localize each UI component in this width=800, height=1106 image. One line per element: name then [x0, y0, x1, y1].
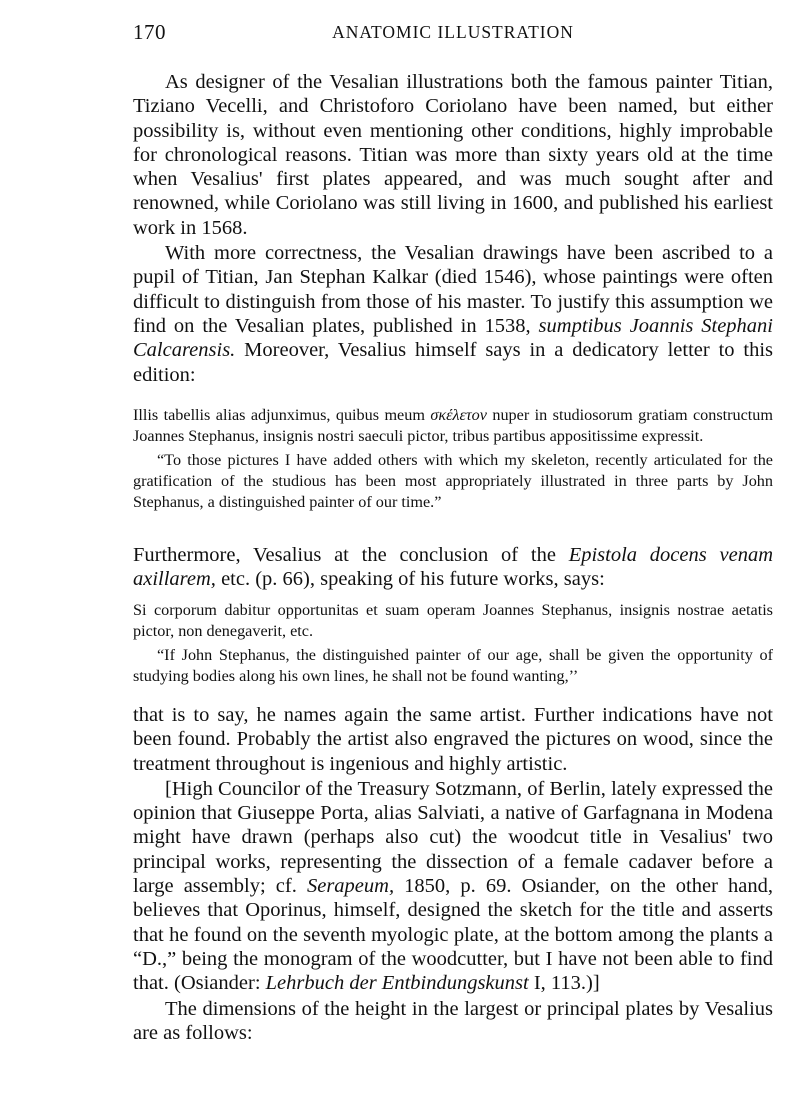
quote-block-1	[133, 405, 773, 513]
quote-block-2	[133, 600, 773, 687]
text-block-bottom	[133, 703, 773, 1045]
paragraph-dimensions: The dimensions of the height in the largest or principal plates by Vesalius are as follows:	[133, 997, 773, 1044]
latin-quote-2: Si corporum dabitur opportunitas et suam operam Joannes Stephanus, insignis nostrae aetatis pictor, non denegaverit, etc.	[133, 601, 773, 640]
latin-quote-1-a: Illis tabellis alias adjunximus, quibus meum	[133, 406, 431, 424]
text-block-middle	[133, 543, 773, 592]
paragraph-kalkar	[133, 241, 773, 387]
paragraph-kalkar-italic: sumptibus Joannis Stephani Calcarensis.	[133, 314, 774, 362]
paragraph-sotzmann-italic-2: Lehrbuch der Entbindungskunst	[265, 972, 529, 995]
translation-quote-2: “If John Stephanus, the distinguished painter of our age, shall be given the opportunity of studying bodies along his own lines, he shall not be found wanting,’’	[133, 646, 773, 685]
latin-quote-1-b: nuper in studiosorum gratiam constructum Joannes Stephanus, insignis nostri saeculi pictor, tribus partibus appositissime expressit.	[133, 406, 773, 445]
page-header	[133, 20, 773, 46]
page-number: 170	[133, 20, 166, 44]
paragraph-artist: that is to say, he names again the same artist. Further indications have not been found. Probably the artist also engraved the pictures on wood, since the treatment throughout is ingenious and highly artistic.	[133, 704, 773, 775]
paragraph-epistola	[133, 543, 773, 592]
paragraph-sotzmann-a: [High Councilor of the Treasury Sotzmann, of Berlin, lately expressed the opinion that Giuseppe Porta, alias Salviati, a native of Garfagnana in Modena might have drawn (perhaps also cut) the woodcut title in Vesalius' two principal works, representing the dissection of a female cadaver before a large assembly; cf.	[133, 777, 773, 898]
paragraph-sotzmann-c: 1850, p. 69. Osiander, on the other hand, believes that Oporinus, himself, designed the sketch for the title and asserts that he found on the seventh myologic plate, at the bottom among the plants a “D.,” being the monogram of the woodcutter, but I have not been able to find that. (Osiander:	[133, 875, 774, 995]
paragraph-sotzmann-e: I, 113.)]	[528, 972, 600, 995]
text-block-top	[133, 70, 773, 387]
paragraph-epistola-italic: Epistola docens venam axillarem,	[133, 544, 774, 591]
running-title: ANATOMIC ILLUSTRATION	[332, 22, 574, 42]
greek-word: σκέλετον	[430, 406, 487, 424]
paragraph-epistola-a: Furthermore, Vesalius at the conclusion of the	[133, 544, 569, 566]
paragraph-sotzmann-italic-1: Serapeum,	[306, 875, 395, 898]
paragraph-epistola-c: etc. (p. 66), speaking of his future works, says:	[215, 568, 605, 591]
translation-quote-1: “To those pictures I have added others with which my skeleton, recently articulated for the gratification of the studious has been most appropriately illustrated in three parts by John Stephanus, a distinguished painter of our time.”	[133, 451, 773, 511]
latin-quote-1	[133, 405, 773, 447]
paragraph-titian: As designer of the Vesalian illustrations both the famous painter Titian, Tiziano Vecelli, and Christoforo Coriolano have been named, but either possibility is, without even mentioning other conditions, highly improbable for chronological reasons. Titian was more than sixty years old at the time when Vesalius' first plates appeared, and was much sought after and renowned, while Coriolano was still living in 1600, and published his earliest work in 1568.	[133, 71, 773, 239]
paragraph-kalkar-text-a: With more correctness, the Vesalian drawings have been ascribed to a pupil of Titian, Jan Stephan Kalkar (died 1546), whose paintings were often difficult to distinguish from those of his master. To justify this assumption we find on the Vesalian plates, published in 1538,	[133, 242, 773, 337]
paragraph-kalkar-text-c: Moreover, Vesalius himself says in a dedicatory letter to this edition:	[133, 339, 773, 386]
paragraph-sotzmann	[133, 777, 773, 996]
